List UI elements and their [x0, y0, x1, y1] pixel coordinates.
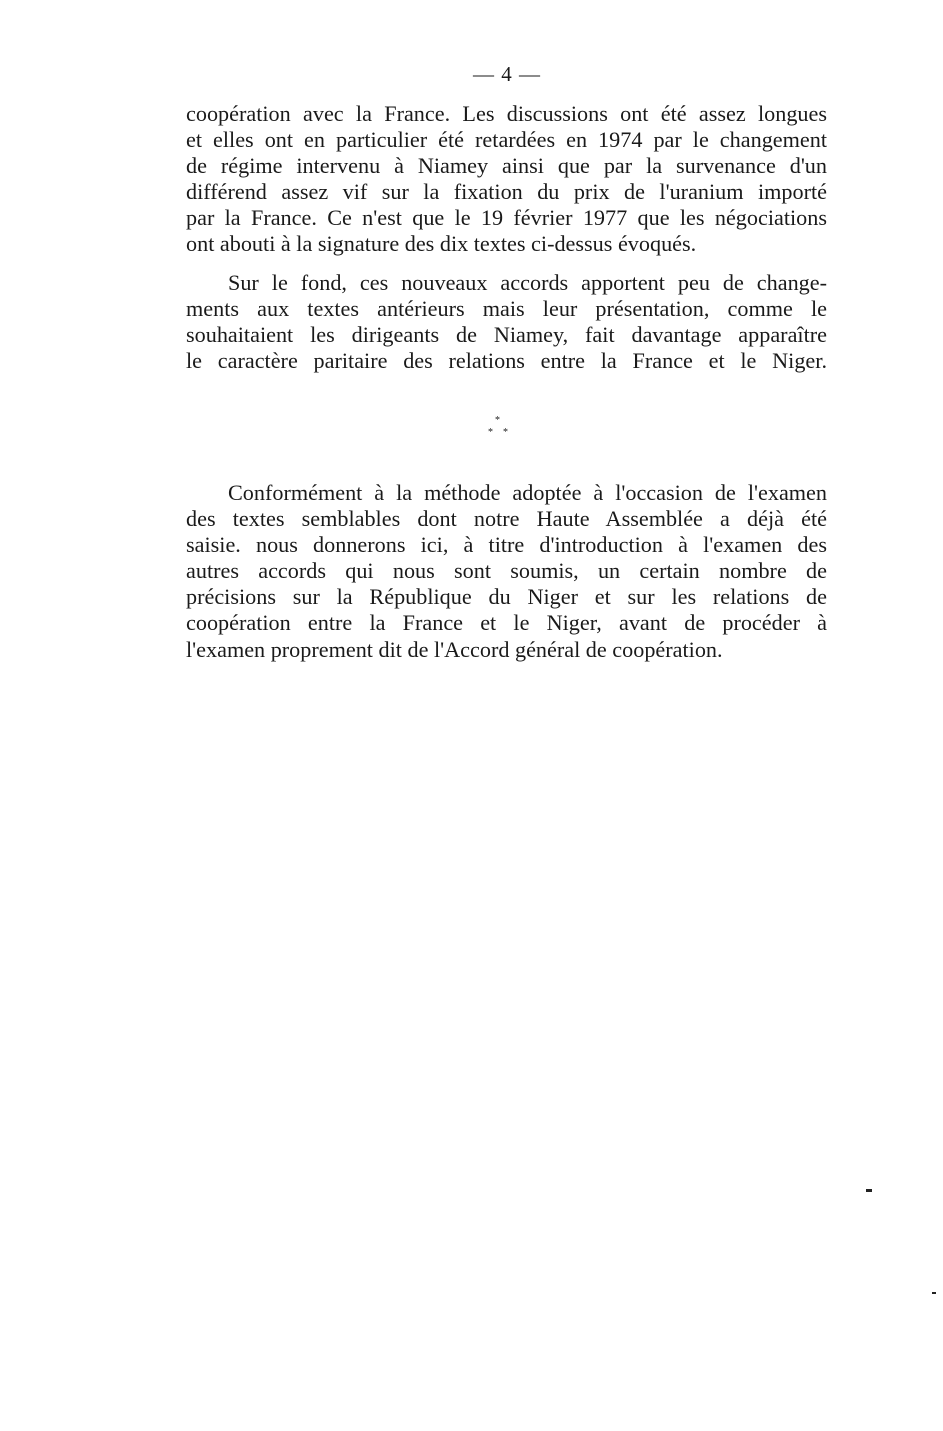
paragraph-line: coopération avec la France. Les discussions ont été assez longues	[186, 101, 827, 126]
paragraph-3	[186, 480, 827, 663]
paragraph-line: coopération entre la France et le Niger, avant de procéder à	[186, 610, 827, 636]
paragraph-line: souhaitaient les dirigeants de Niamey, fait davantage apparaître	[186, 322, 827, 348]
separator-asterisk: *	[503, 427, 508, 438]
paragraph-line: ments aux textes antérieurs mais leur présentation, comme le	[186, 296, 827, 322]
paragraph-line: par la France. Ce n'est que le 19 février 1977 que les négociations	[186, 205, 827, 231]
paragraph-line: l'examen proprement dit de l'Accord général de coopération.	[186, 636, 723, 662]
paragraph-line: ont abouti à la signature des dix textes ci-dessus évoqués.	[186, 231, 697, 257]
paragraph-2	[186, 270, 827, 374]
paragraph-line: le caractère paritaire des relations entre la France et le Niger.	[186, 348, 827, 374]
separator-asterisk: *	[488, 427, 493, 438]
scan-speck	[866, 1189, 872, 1192]
paragraph-line: autres accords qui nous sont soumis, un certain nombre de	[186, 558, 827, 584]
separator-asterisk: *	[495, 415, 500, 426]
paragraph-line: saisie. nous donnerons ici, à titre d'introduction à l'examen des	[186, 532, 827, 558]
section-separator	[480, 414, 520, 448]
paragraph-line: et elles ont en particulier été retardées en 1974 par le changement	[186, 127, 827, 153]
paragraph-line: des textes semblables dont notre Haute Assemblée a déjà été	[186, 506, 827, 532]
paragraph-line: Sur le fond, ces nouveaux accords apportent peu de change-	[228, 270, 827, 295]
paragraph-line: précisions sur la République du Niger et sur les relations de	[186, 584, 827, 610]
page-number: — 4 —	[473, 62, 541, 86]
paragraph-line: Conformément à la méthode adoptée à l'occasion de l'examen	[228, 480, 827, 505]
scan-speck	[932, 1292, 936, 1294]
paragraph-line: différend assez vif sur la fixation du prix de l'uranium importé	[186, 179, 827, 205]
paragraph-1	[186, 101, 827, 258]
paragraph-line: de régime intervenu à Niamey ainsi que par la survenance d'un	[186, 153, 827, 179]
